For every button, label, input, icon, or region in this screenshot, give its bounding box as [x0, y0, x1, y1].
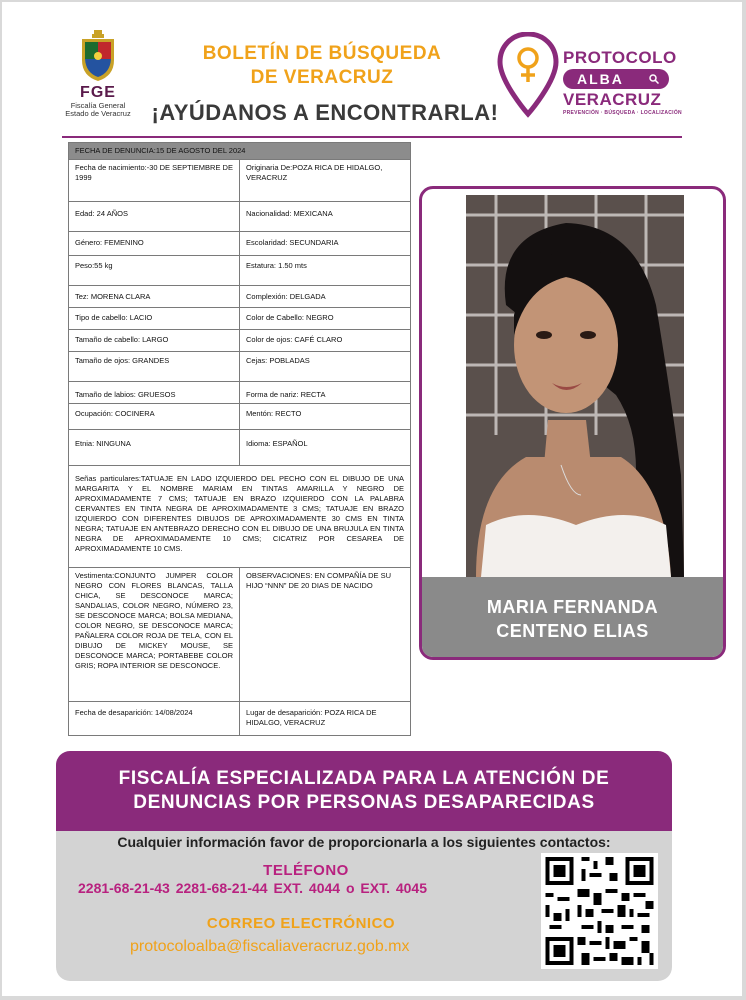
telephone-label: TELÉFONO	[263, 862, 349, 879]
nacionalidad: Nacionalidad: MEXICANA	[240, 202, 411, 232]
edad: Edad: 24 AÑOS	[69, 202, 240, 232]
tez: Tez: MORENA CLARA	[69, 286, 240, 308]
contact-heading: Cualquier información favor de proporcionarla a los siguientes contactos:	[117, 834, 611, 850]
table-row	[69, 352, 411, 382]
email-label: CORREO ELECTRÓNICO	[206, 915, 396, 932]
table-row	[69, 202, 411, 232]
protocolo-alba-logo	[497, 32, 682, 122]
header-divider	[62, 136, 682, 138]
fecha-nacimiento: Fecha de nacimiento:-30 DE SEPTIEMBRE DE 1999	[69, 160, 240, 202]
tamano-cabello: Tamaño de cabello: LARGO	[69, 330, 240, 352]
table-row-fecha-denuncia	[69, 143, 411, 160]
person-data-table	[68, 142, 411, 736]
tamano-labios: Tamaño de labios: GRUESOS	[69, 382, 240, 404]
table-row	[69, 286, 411, 308]
table-row	[69, 404, 411, 430]
veracruz-shield-icon	[79, 30, 117, 82]
table-row-senas	[69, 466, 411, 568]
contact-box	[56, 831, 672, 981]
bulletin-subtitle: ¡AYÚDANOS A ENCONTRARLA!	[151, 100, 499, 125]
email-address[interactable]: protocoloalba@fiscaliaveracruz.gob.mx	[130, 938, 410, 955]
lugar-desaparicion: Lugar de desaparición: POZA RICA DE HIDALGO, VERACRUZ	[240, 702, 411, 736]
table-row	[69, 382, 411, 404]
menton: Mentón: RECTO	[240, 404, 411, 430]
alba-line-2: ALBA	[577, 71, 624, 87]
person-name-band	[422, 577, 723, 657]
table-row	[69, 702, 411, 736]
fge-sub-line-1: Fiscalía General	[70, 101, 126, 110]
estatura: Estatura: 1.50 mts	[240, 256, 411, 286]
observaciones: OBSERVACIONES: EN COMPAÑÍA DE SU HIJO “NNN” DE 20 DIAS DE NACIDO	[240, 568, 411, 702]
peso: Peso:55 kg	[69, 256, 240, 286]
table-row-vestimenta	[69, 568, 411, 702]
tipo-cabello: Tipo de cabello: LACIO	[69, 308, 240, 330]
fge-logo	[62, 30, 134, 128]
table-row	[69, 330, 411, 352]
color-cabello: Color de Cabello: NEGRO	[240, 308, 411, 330]
alba-pill	[563, 69, 669, 89]
banner-line-2: DENUNCIAS POR PERSONAS DESAPARECIDAS	[133, 792, 595, 813]
person-name-line-2: CENTENO ELIAS	[496, 621, 649, 641]
search-icon	[649, 74, 659, 84]
fecha-denuncia: FECHA DE DENUNCIA:15 DE AGOSTO DEL 2024	[69, 143, 411, 160]
bulletin-title	[152, 42, 492, 90]
location-pin-female-icon	[497, 32, 559, 118]
fge-label: FGE	[80, 84, 116, 101]
tamano-ojos: Tamaño de ojos: GRANDES	[69, 352, 240, 382]
etnia: Etnia: NINGUNA	[69, 430, 240, 466]
vestimenta: Vestimenta:CONJUNTO JUMPER COLOR NEGRO CON FLORES BLANCAS, TALLA CHICA, SE DESCONOCE MARCA; SANDALIAS, COLOR NEGRO, NÚMERO 23, SE DESCONOCE MARCA; BOLSA MEDIANA, COLOR NEGRO, SE DESCONOCE MARCA; PAÑALERA COLOR ROJA DE TELA, CON EL DIBUJO DE MICKEY MOUSE, SE DESCONOCE MARCA; PORTABEBE COLOR GRIS; ROPA INTERIOR SE DESCONOCE.	[69, 568, 240, 702]
banner-line-1: FISCALÍA ESPECIALIZADA PARA LA ATENCIÓN DE	[118, 768, 610, 789]
alba-line-3: VERACRUZ	[563, 90, 662, 109]
table-row	[69, 430, 411, 466]
person-name-line-1: MARIA FERNANDA	[486, 597, 659, 617]
title-line-1: BOLETÍN DE BÚSQUEDA	[202, 43, 442, 64]
table-row	[69, 160, 411, 202]
idioma: Idioma: ESPAÑOL	[240, 430, 411, 466]
fge-sub-line-2: Estado de Veracruz	[65, 109, 131, 118]
fecha-desaparicion: Fecha de desaparición: 14/08/2024	[69, 702, 240, 736]
color-ojos: Color de ojos: CAFÉ CLARO	[240, 330, 411, 352]
telephone-numbers[interactable]: 2281-68-21-43 2281-68-21-44 EXT. 4044 o EXT. 4045	[78, 880, 428, 896]
bulletin-sheet	[2, 2, 742, 996]
qr-code-icon[interactable]	[541, 853, 658, 969]
genero: Género: FEMENINO	[69, 232, 240, 256]
person-photo	[466, 195, 684, 577]
table-row	[69, 256, 411, 286]
fiscalia-banner	[56, 751, 672, 833]
complexion: Complexión: DELGADA	[240, 286, 411, 308]
originaria-de: Originaria De:POZA RICA DE HIDALGO, VERACRUZ	[240, 160, 411, 202]
table-row	[69, 308, 411, 330]
cejas: Cejas: POBLADAS	[240, 352, 411, 382]
forma-nariz: Forma de nariz: RECTA	[240, 382, 411, 404]
person-name	[422, 577, 723, 643]
table-row	[69, 232, 411, 256]
escolaridad: Escolaridad: SECUNDARIA	[240, 232, 411, 256]
title-line-2: DE VERACRUZ	[250, 67, 394, 88]
banner-text	[56, 751, 672, 815]
person-photo-card	[419, 186, 726, 660]
person-portrait-image	[466, 195, 684, 577]
ocupacion: Ocupación: COCINERA	[69, 404, 240, 430]
alba-line-4: PREVENCIÓN · BÚSQUEDA · LOCALIZACIÓN	[563, 110, 682, 116]
senas-particulares: Señas particulares:TATUAJE EN LADO IZQUIERDO DEL PECHO CON EL DIBUJO DE UNA MARGARITA Y EL NOMBRE MARIAM EN TINTAS AMARILLA Y NEGRO DE APROXIMADAMENTE 7 CMS; TATUAJE EN BRAZO IZQUIERDO CON LA PALABRA CERVANTES EN TINTA NEGRA DE APROXIMADAMENTE 3 CMS; TATUAJE EN BRAZO IZQUIERDO CON DIFERENTES DIBUJOS DE APROXIMADAMENTE 30 CMS EN TINTA NEGRA; TATUAJE EN ANTEBRAZO DERECHO CON EL DIBUJO DE UNA BRUJULA EN TINTA NEGRA DE APROXIMADAMENTE 10 CMS; CICATRIZ POR CESAREA DE APROXIMADAMENTE 10 CMS.	[69, 466, 411, 568]
alba-line-1: PROTOCOLO	[563, 48, 677, 67]
